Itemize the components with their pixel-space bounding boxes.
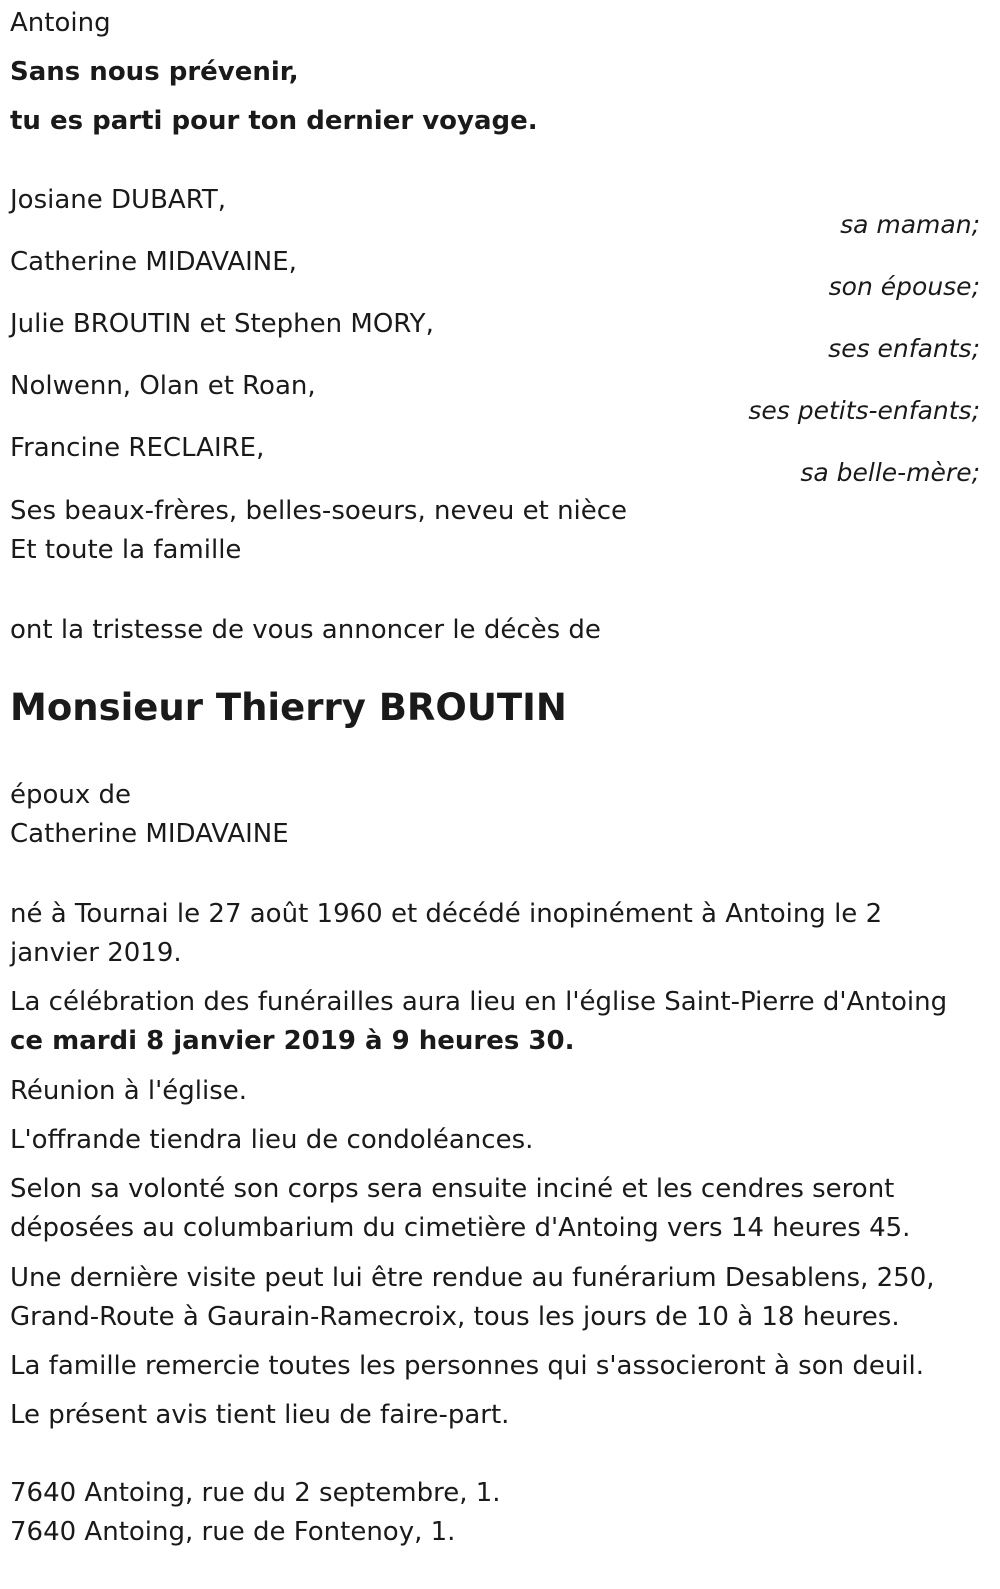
note-paragraph: La famille remercie toutes les personnes qui s'associeront à son deuil. bbox=[10, 1351, 925, 1381]
birth-death-paragraph: né à Tournai le 27 août 1960 et décédé inopinément à Antoing le 2 janvier 2019. bbox=[10, 899, 883, 968]
family-name: Nolwenn, Olan et Roan, bbox=[10, 371, 316, 401]
family-name: Francine RECLAIRE, bbox=[10, 433, 265, 463]
funeral-text: La célébration des funérailles aura lieu en l'église Saint-Pierre d'Antoing bbox=[10, 987, 948, 1017]
funeral-paragraph bbox=[10, 983, 975, 1061]
extended-family-line: Et toute la famille bbox=[10, 535, 242, 565]
note-paragraph: L'offrande tiendra lieu de condoléances. bbox=[10, 1125, 534, 1155]
funeral-date: ce mardi 8 janvier 2019 à 9 heures 30. bbox=[10, 1026, 575, 1056]
note-paragraph: Réunion à l'église. bbox=[10, 1076, 248, 1106]
verse-line-1: Sans nous prévenir, bbox=[10, 57, 299, 87]
note-paragraph: Le présent avis tient lieu de faire-part. bbox=[10, 1400, 510, 1430]
family-name: Josiane DUBART, bbox=[10, 185, 227, 215]
address-line: 7640 Antoing, rue de Fontenoy, 1. bbox=[10, 1517, 456, 1547]
note-paragraph: Une dernière visite peut lui être rendue au funérarium Desablens, 250, Grand-Route à Gaurain-Ramecroix, tous les jours de 10 à 18 heures. bbox=[10, 1263, 935, 1332]
announcement: ont la tristesse de vous annoncer le décès de bbox=[10, 615, 601, 645]
family-relation: ses petits-enfants; bbox=[748, 396, 980, 425]
spouse-label: époux de bbox=[10, 780, 132, 810]
deceased-name: Monsieur Thierry BROUTIN bbox=[10, 686, 567, 729]
note-paragraph: Selon sa volonté son corps sera ensuite inciné et les cendres seront déposées au columbarium du cimetière d'Antoing vers 14 heures 45. bbox=[10, 1174, 911, 1243]
family-relation: son épouse; bbox=[828, 272, 980, 301]
family-relation: ses enfants; bbox=[828, 334, 980, 363]
family-relation: sa belle-mère; bbox=[800, 458, 980, 487]
family-relation: sa maman; bbox=[840, 210, 980, 239]
address-line: 7640 Antoing, rue du 2 septembre, 1. bbox=[10, 1478, 501, 1508]
verse-line-2: tu es parti pour ton dernier voyage. bbox=[10, 106, 538, 136]
spouse-name: Catherine MIDAVAINE bbox=[10, 819, 289, 849]
extended-family-line: Ses beaux-frères, belles-soeurs, neveu et nièce bbox=[10, 496, 628, 526]
family-name: Catherine MIDAVAINE, bbox=[10, 247, 297, 277]
family-name: Julie BROUTIN et Stephen MORY, bbox=[10, 309, 434, 339]
place: Antoing bbox=[10, 8, 111, 38]
